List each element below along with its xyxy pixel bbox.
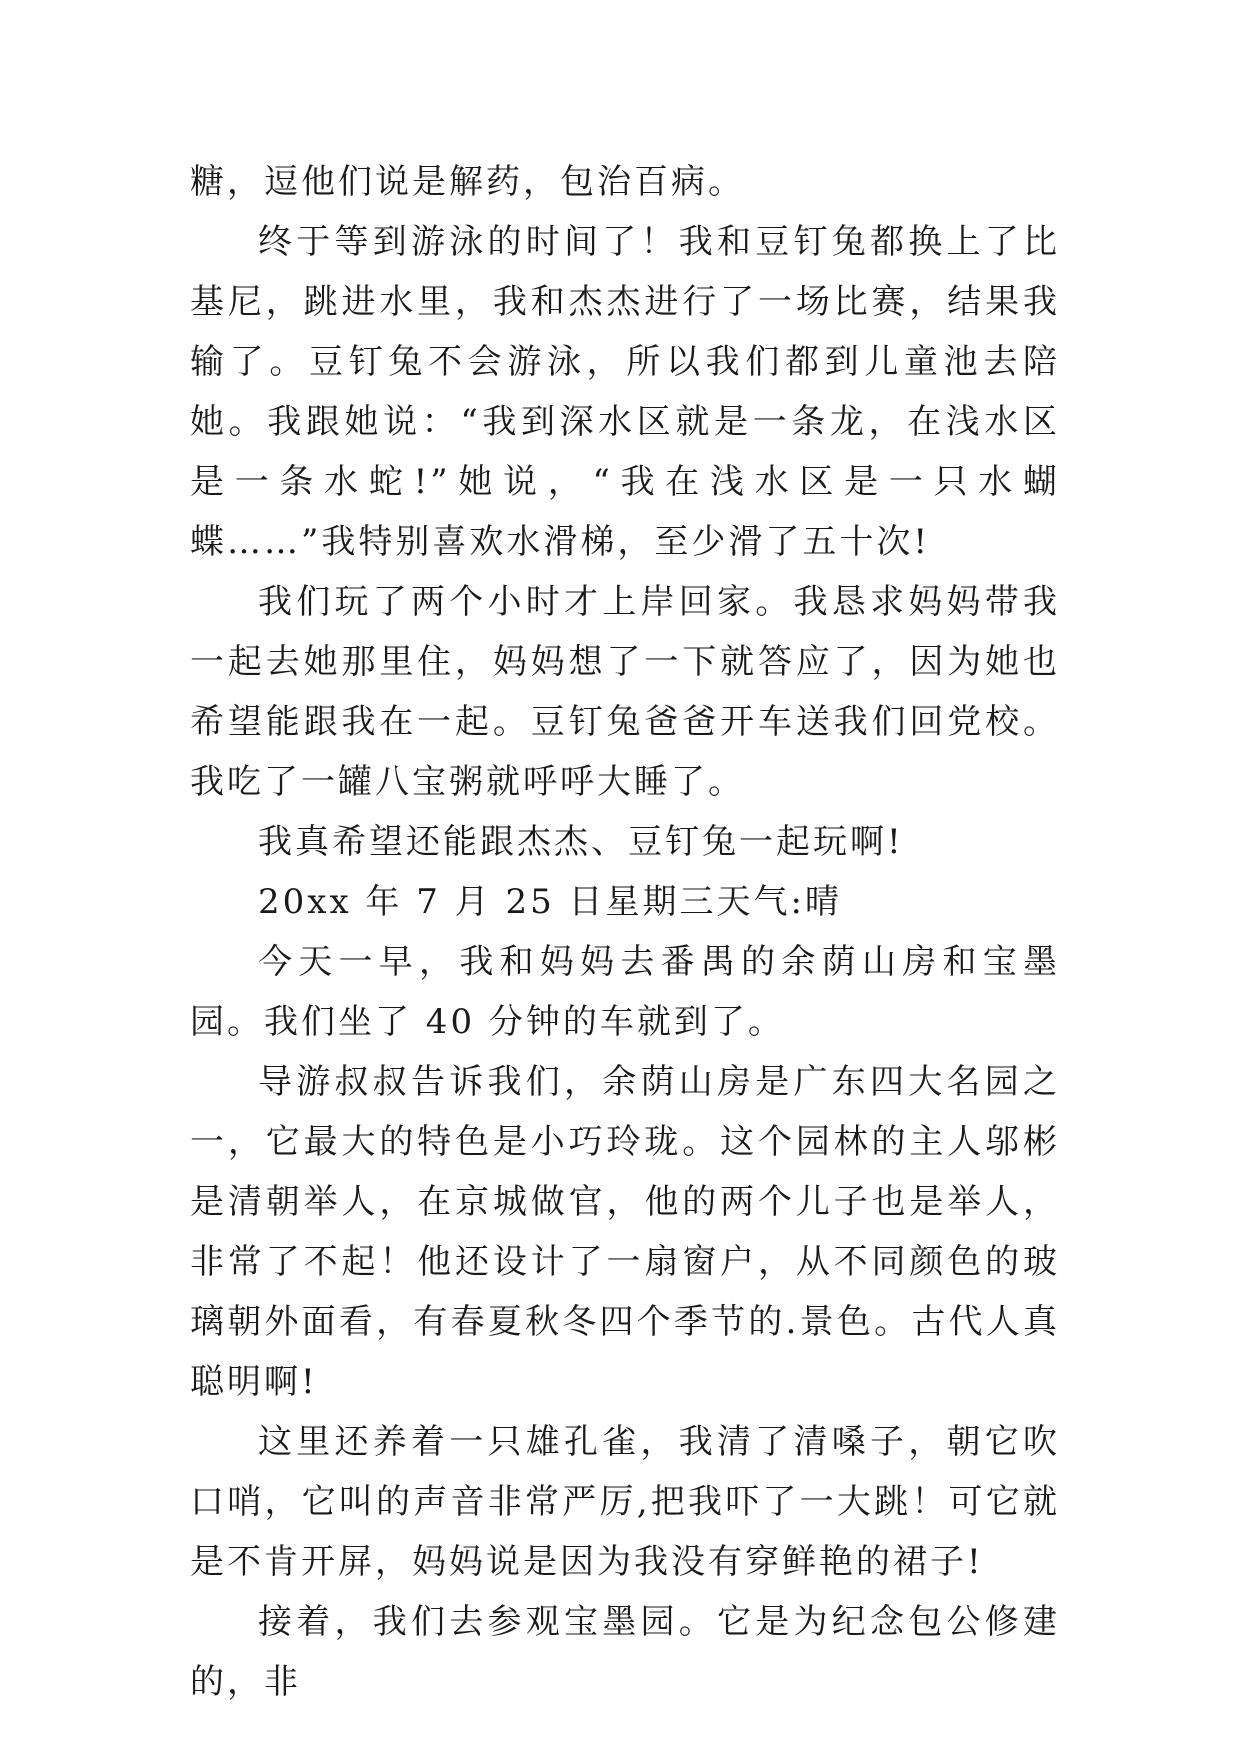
paragraph: 接着，我们去参观宝墨园。它是为纪念包公修建的，非 — [190, 1602, 1060, 1702]
paragraph: 我真希望还能跟杰杰、豆钉兔一起玩啊! — [258, 822, 904, 862]
paragraph: 终于等到游泳的时间了！我和豆钉兔都换上了比基尼，跳进水里，我和杰杰进行了一场比赛，结果我输了。豆钉兔不会游泳，所以我们都到儿童池去陪她。我跟她说：“我到深水区就是一条龙，在浅水区是一条水蛇!”她说，“我在浅水区是一只水蝴蝶……”我特别喜欢水滑梯，至少滑了五十次! — [190, 222, 1060, 562]
paragraph: 导游叔叔告诉我们，余荫山房是广东四大名园之一，它最大的特色是小巧玲珑。这个园林的主人邬彬是清朝举人，在京城做官，他的两个儿子也是举人，非常了不起！他还设计了一扇窗户，从不同颜色的玻璃朝外面看，有春夏秋冬四个季节的.景色。古代人真聪明啊! — [190, 1062, 1060, 1402]
paragraph: 今天一早，我和妈妈去番禺的余荫山房和宝墨园。我们坐了 40 分钟的车就到了。 — [190, 942, 1060, 1042]
document-body — [190, 152, 1060, 1712]
paragraph: 这里还养着一只雄孔雀，我清了清嗓子，朝它吹口哨，它叫的声音非常严厉,把我吓了一大跳！可它就是不肯开屏，妈妈说是因为我没有穿鲜艳的裙子! — [190, 1422, 1060, 1582]
paragraph: 糖，逗他们说是解药，包治百病。 — [190, 162, 745, 202]
paragraph: 我们玩了两个小时才上岸回家。我恳求妈妈带我一起去她那里住，妈妈想了一下就答应了，因为她也希望能跟我在一起。豆钉兔爸爸开车送我们回党校。我吃了一罐八宝粥就呼呼大睡了。 — [190, 582, 1060, 802]
diary-date-line: 20xx 年 7 月 25 日星期三天气:晴 — [258, 882, 843, 922]
